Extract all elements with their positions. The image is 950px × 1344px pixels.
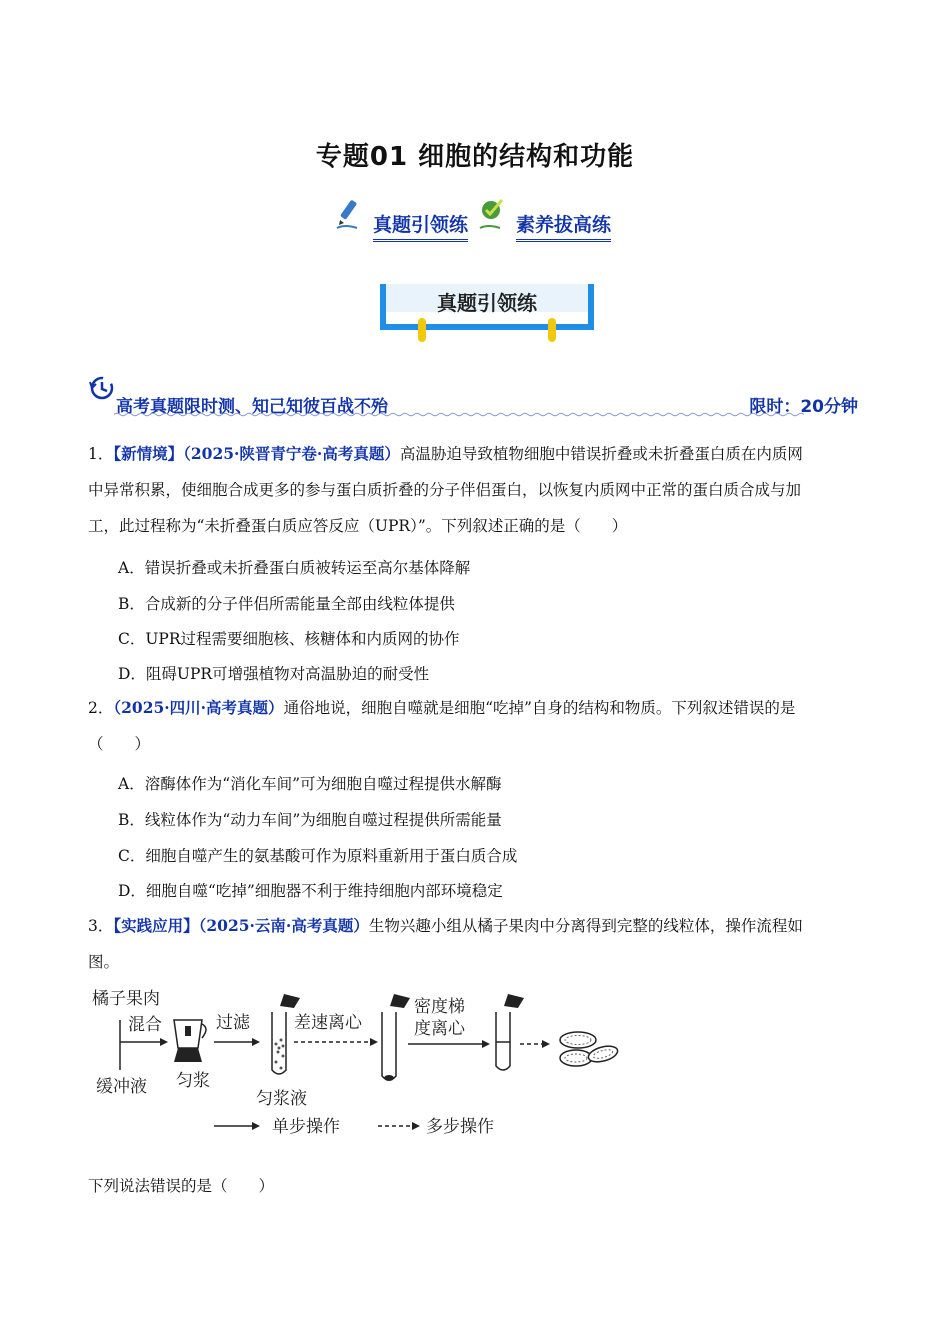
option-2a[interactable]: A．溶酶体作为“消化车间”可为细胞自噬过程提供水解酶	[118, 775, 502, 793]
option-1c[interactable]: C．UPR过程需要细胞核、核糖体和内质网的协作	[118, 630, 460, 648]
question-text: 生物兴趣小组从橘子果肉中分离得到完整的线粒体，操作流程如	[368, 917, 803, 935]
question-number: 2．	[88, 699, 114, 717]
label-homogenate: 匀浆液	[256, 1089, 307, 1109]
arrowhead	[370, 1038, 378, 1046]
question-2-line-1	[88, 690, 863, 726]
arrowhead	[252, 1038, 260, 1046]
option-2c[interactable]: C．细胞自噬产生的氨基酸可作为原料重新用于蛋白质合成	[118, 847, 518, 865]
question-1-line-1	[88, 436, 863, 472]
question-text: 通俗地说，细胞自噬就是细胞“吃掉”自身的结构和物质。下列叙述错误的是	[283, 699, 796, 717]
legend-single: 单步操作	[272, 1117, 340, 1137]
arrowhead	[412, 1122, 420, 1130]
option-1a[interactable]: A．错误折叠或未折叠蛋白质被转运至高尔基体降解	[118, 559, 471, 577]
nav-link-suyang[interactable]: 素养拔高练	[516, 210, 611, 242]
question-source: （2025·云南·高考真题）	[198, 916, 369, 935]
question-3	[88, 908, 863, 980]
time-limit: 限时：20分钟	[749, 397, 858, 417]
question-1	[88, 436, 863, 544]
section-subtitle: 高考真题限时测、知己知彼百战不殆	[116, 397, 388, 417]
centrifuge-tube-icon	[382, 994, 410, 1081]
question-3-prompt: 下列说法错误的是（ ）	[88, 1177, 275, 1195]
label-fruit: 橘子果肉	[92, 989, 160, 1009]
arrowhead	[482, 1040, 490, 1048]
pencil-icon	[335, 198, 363, 232]
option-1b[interactable]: B．合成新的分子伴侣所需能量全部由线粒体提供	[118, 595, 455, 613]
arrowhead	[160, 1038, 168, 1046]
question-3-line-1	[88, 908, 863, 944]
nav-link-zhenti[interactable]: 真题引领练	[373, 210, 468, 242]
label-density-1: 密度梯	[414, 997, 465, 1017]
label-diff-centrifuge: 差速离心	[294, 1013, 362, 1033]
label-density-2: 度离心	[414, 1019, 465, 1039]
checkmark-icon	[478, 198, 506, 232]
page-title: 专题01 细胞的结构和功能	[315, 142, 635, 172]
clock-icon	[88, 374, 116, 404]
question-2-line-2: （ ）	[88, 735, 151, 753]
question-source: （2025·四川·高考真题）	[113, 698, 284, 717]
question-number: 3．	[88, 917, 114, 935]
label-homogenize: 匀浆	[176, 1071, 210, 1091]
section-banner	[380, 284, 594, 334]
arrowhead	[252, 1122, 260, 1130]
mitochondria-icon	[560, 1032, 619, 1066]
arrowhead	[542, 1040, 550, 1048]
question-tag: 【实践应用】	[113, 916, 199, 935]
question-1-line-3: 工，此过程称为“未折叠蛋白质应答反应（UPR）”。下列叙述正确的是（ ）	[88, 517, 628, 535]
question-1-line-2: 中异常积累，使细胞合成更多的参与蛋白质折叠的分子伴侣蛋白，以恢复内质网中正常的蛋白质合成与加	[88, 481, 802, 499]
option-2d[interactable]: D．细胞自噬“吃掉”细胞器不利于维持细胞内部环境稳定	[118, 882, 503, 900]
banner-label: 真题引领练	[437, 291, 537, 315]
question-2	[88, 690, 863, 762]
wavy-underline	[114, 412, 862, 417]
label-mix: 混合	[128, 1015, 162, 1035]
question-text: 高温胁迫导致植物细胞中错误折叠或未折叠蛋白质在内质网	[399, 445, 803, 463]
question-tag: 【新情境】	[113, 444, 184, 463]
density-tube-icon	[496, 994, 524, 1070]
test-tube-icon	[272, 994, 300, 1074]
option-1d[interactable]: D．阻碍UPR可增强植物对高温胁迫的耐受性	[118, 665, 430, 683]
procedure-diagram	[88, 982, 633, 1142]
label-filter: 过滤	[216, 1013, 250, 1033]
option-2b[interactable]: B．线粒体作为“动力车间”为细胞自噬过程提供所需能量	[118, 811, 502, 829]
section-header	[88, 372, 864, 416]
question-3-line-2: 图。	[88, 953, 120, 971]
nav-bar	[335, 198, 611, 248]
question-source: （2025·陕晋青宁卷·高考真题）	[183, 444, 400, 463]
question-number: 1．	[88, 445, 114, 463]
label-buffer: 缓冲液	[96, 1077, 147, 1097]
blender-icon	[174, 1020, 206, 1062]
legend-multi: 多步操作	[426, 1117, 494, 1137]
